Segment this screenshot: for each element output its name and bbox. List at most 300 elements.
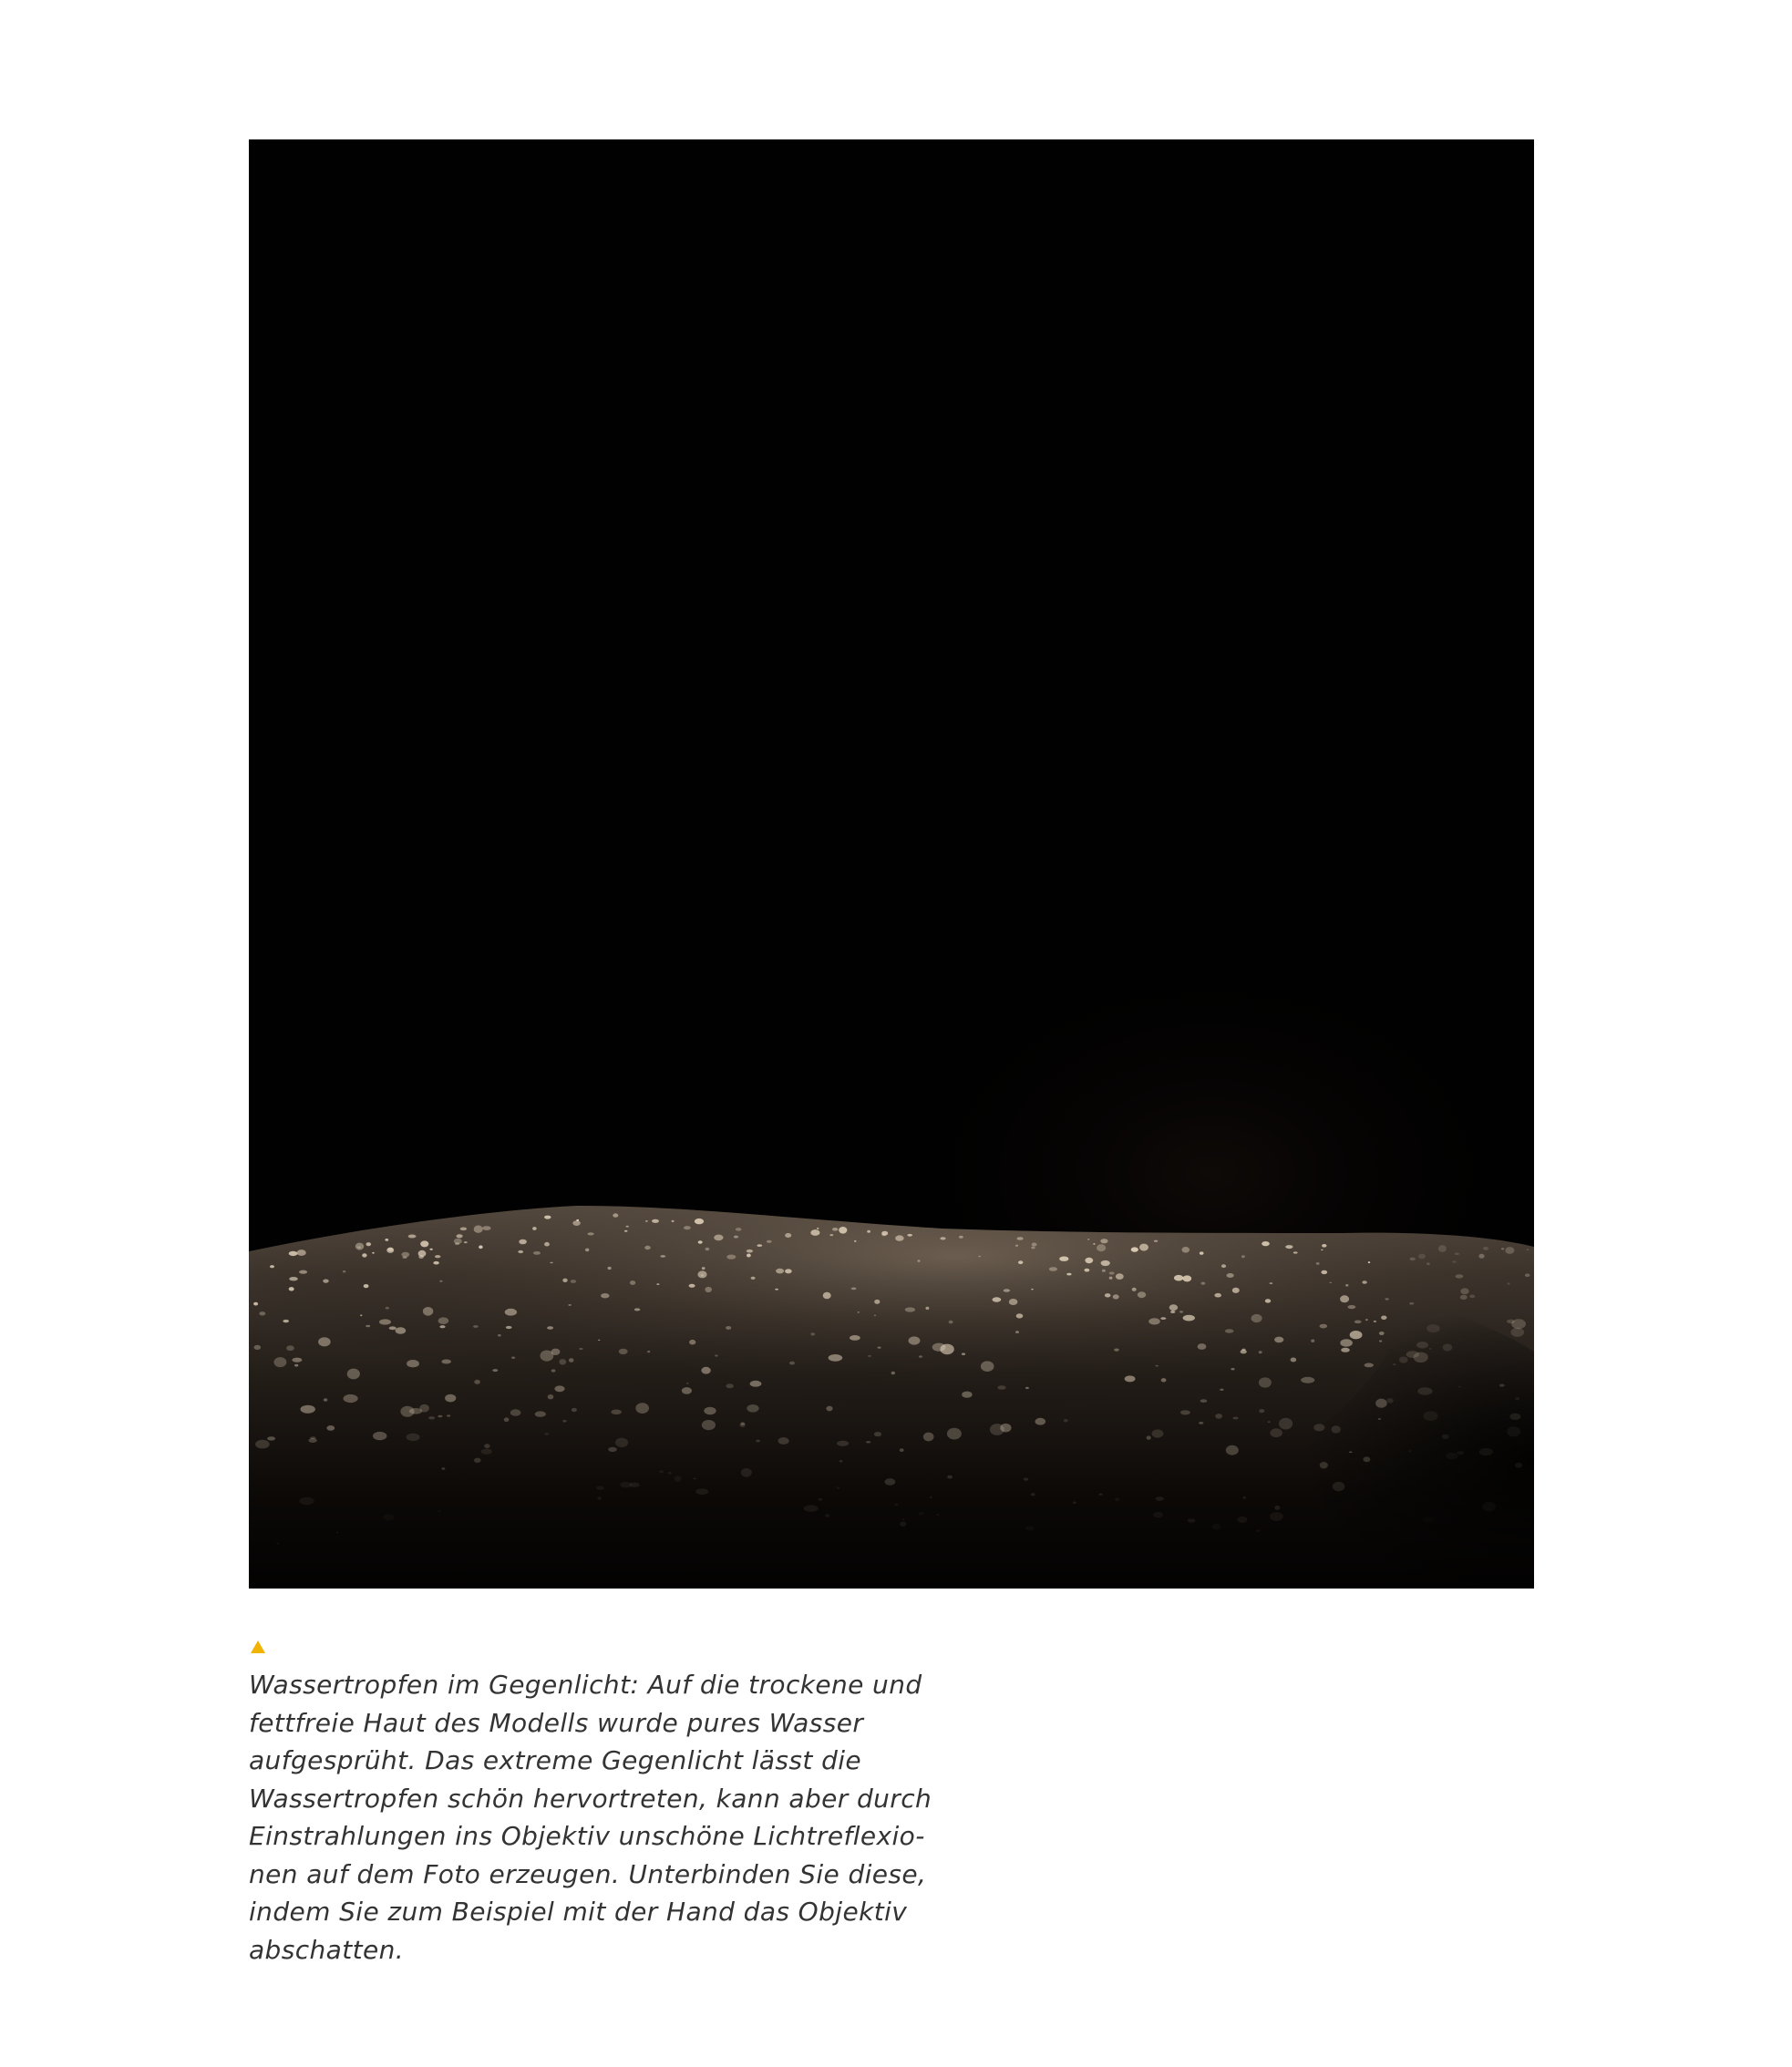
- water-drop: [659, 1470, 664, 1473]
- water-drop: [518, 1250, 523, 1253]
- water-drop: [1452, 1260, 1457, 1263]
- water-drop: [1379, 1332, 1385, 1335]
- water-drop: [482, 1226, 490, 1230]
- water-drop: [905, 1307, 915, 1311]
- water-drop: [1073, 1502, 1076, 1505]
- water-drop: [949, 1321, 953, 1324]
- water-drop: [1066, 1273, 1071, 1276]
- water-drop: [1483, 1502, 1496, 1512]
- water-drop: [1426, 1262, 1430, 1265]
- water-drop: [1385, 1298, 1388, 1300]
- water-drop: [1381, 1316, 1386, 1321]
- water-drop: [624, 1230, 628, 1232]
- water-drop: [572, 1220, 581, 1226]
- water-drop: [1527, 1249, 1529, 1250]
- water-drop: [1105, 1293, 1111, 1297]
- caption-line: Wassertropfen im Gegenlicht: Auf die trockene und: [249, 1670, 922, 1700]
- water-drop: [429, 1249, 432, 1250]
- water-drop: [684, 1226, 691, 1229]
- water-drop: [1174, 1275, 1183, 1281]
- water-drop: [479, 1245, 483, 1249]
- water-drop: [301, 1405, 315, 1414]
- water-drop: [1469, 1295, 1475, 1299]
- water-drop: [498, 1334, 501, 1337]
- water-drop: [1232, 1417, 1238, 1420]
- water-drop: [672, 1220, 675, 1222]
- water-drop: [1132, 1288, 1137, 1291]
- water-drop: [1183, 1315, 1195, 1321]
- water-drop: [1214, 1293, 1221, 1298]
- water-drop: [1508, 1282, 1510, 1284]
- water-drop: [1179, 1311, 1183, 1312]
- water-drop: [1085, 1269, 1090, 1272]
- water-drop: [1426, 1324, 1439, 1332]
- water-drop: [900, 1448, 904, 1452]
- water-drop: [343, 1270, 346, 1272]
- water-drop: [620, 1482, 632, 1487]
- water-drop: [1015, 1245, 1018, 1247]
- water-drop: [318, 1337, 331, 1346]
- caption-line: Wassertropfen schön hervortreten, kann aber durch: [249, 1783, 932, 1814]
- water-drop: [832, 1228, 838, 1231]
- water-drop: [276, 1543, 279, 1545]
- water-drop: [1274, 1337, 1283, 1343]
- water-drop: [1443, 1344, 1453, 1352]
- water-drop: [505, 1309, 517, 1316]
- water-drop: [1152, 1429, 1164, 1437]
- water-drop: [619, 1349, 628, 1354]
- water-drop: [460, 1228, 467, 1231]
- water-drop: [1406, 1351, 1419, 1358]
- water-drop: [364, 1284, 369, 1288]
- water-drop: [1341, 1348, 1350, 1352]
- water-drop: [817, 1228, 819, 1229]
- water-drop: [1009, 1299, 1018, 1305]
- water-drop: [947, 1476, 953, 1479]
- water-drop: [439, 1325, 445, 1328]
- caption-line: Einstrahlungen ins Objektiv unschöne Lichtreflexio-: [249, 1821, 925, 1851]
- water-drop: [385, 1239, 388, 1241]
- water-drop: [407, 1360, 419, 1367]
- water-drop: [936, 1514, 939, 1516]
- water-drop: [1093, 1243, 1095, 1245]
- water-drop: [568, 1304, 571, 1306]
- water-drop: [355, 1243, 364, 1250]
- water-drop: [1113, 1294, 1119, 1299]
- water-drop: [372, 1252, 375, 1254]
- water-drop: [366, 1242, 372, 1246]
- water-drop: [419, 1404, 429, 1413]
- water-drop: [420, 1240, 428, 1247]
- water-drop: [917, 1260, 920, 1262]
- water-drop: [362, 1253, 366, 1257]
- water-drop: [1049, 1267, 1057, 1271]
- water-drop: [379, 1319, 391, 1324]
- water-drop: [695, 1219, 704, 1224]
- water-drop: [273, 1357, 286, 1367]
- figure-caption: [249, 1640, 932, 1969]
- water-drop: [1409, 1302, 1414, 1305]
- water-drop: [511, 1357, 515, 1359]
- water-drop: [396, 1327, 407, 1334]
- water-drop: [323, 1280, 328, 1283]
- water-drop: [978, 1256, 981, 1258]
- water-drop: [962, 1352, 965, 1355]
- water-drop: [1154, 1240, 1158, 1242]
- water-drop: [1340, 1295, 1349, 1302]
- water-drop: [611, 1410, 622, 1415]
- water-drop: [544, 1242, 550, 1247]
- water-drop: [652, 1219, 659, 1223]
- water-drop: [715, 1354, 718, 1356]
- water-drop: [837, 1486, 839, 1488]
- water-drop: [1457, 1451, 1464, 1455]
- water-drop: [1018, 1260, 1023, 1264]
- water-drop: [387, 1248, 393, 1251]
- water-drop: [1031, 1247, 1035, 1249]
- water-drop: [894, 1504, 899, 1507]
- water-drop: [1059, 1257, 1068, 1261]
- water-drop: [682, 1387, 692, 1394]
- water-drop: [1442, 1435, 1449, 1439]
- water-drop: [1241, 1255, 1245, 1258]
- water-drop: [608, 1447, 617, 1452]
- water-drop: [726, 1326, 731, 1330]
- water-drop: [1438, 1245, 1447, 1252]
- water-drop: [1200, 1282, 1205, 1285]
- water-drop: [299, 1270, 307, 1274]
- water-drop: [1262, 1241, 1270, 1246]
- water-drop: [818, 1498, 822, 1501]
- water-drop: [292, 1358, 302, 1363]
- water-drop: [535, 1411, 546, 1416]
- water-drop: [544, 1216, 551, 1219]
- water-drop: [854, 1240, 856, 1242]
- water-drop: [1379, 1341, 1382, 1342]
- water-drop: [907, 1234, 912, 1237]
- water-drop: [1099, 1494, 1103, 1496]
- water-drop: [858, 1311, 860, 1312]
- water-drop: [647, 1351, 650, 1352]
- water-drop: [1408, 1450, 1411, 1452]
- water-drop: [1139, 1244, 1148, 1251]
- water-drop: [1182, 1275, 1191, 1281]
- water-drop: [1386, 1398, 1393, 1404]
- water-drop: [1417, 1387, 1432, 1394]
- water-drop: [438, 1317, 449, 1324]
- water-drop: [1332, 1425, 1341, 1433]
- water-drop: [1259, 1351, 1262, 1353]
- water-drop: [297, 1249, 306, 1256]
- water-drop: [596, 1486, 604, 1490]
- water-drop: [839, 1460, 843, 1463]
- water-drop: [668, 1472, 672, 1475]
- water-drop: [1270, 1282, 1273, 1284]
- water-drop: [344, 1394, 358, 1403]
- water-drop: [1188, 1518, 1196, 1522]
- water-drop: [1000, 1424, 1011, 1433]
- water-drop: [474, 1380, 480, 1384]
- water-drop: [1375, 1399, 1387, 1408]
- water-drop: [1393, 1363, 1396, 1365]
- water-drop: [510, 1409, 521, 1416]
- water-drop: [474, 1458, 481, 1463]
- water-drop: [473, 1325, 479, 1328]
- photo-water-drops: [249, 139, 1534, 1589]
- water-drop: [804, 1505, 819, 1511]
- water-drop: [1115, 1497, 1119, 1501]
- water-drop: [923, 1433, 934, 1442]
- water-drop: [789, 1362, 795, 1365]
- water-drop: [1153, 1512, 1163, 1517]
- water-drop: [441, 1467, 445, 1470]
- water-drop: [585, 1249, 589, 1252]
- water-drop: [1368, 1261, 1370, 1263]
- water-drop: [1515, 1397, 1519, 1400]
- water-drop: [1015, 1331, 1019, 1333]
- water-drop: [689, 1284, 695, 1288]
- caption-line: fettfreie Haut des Modells wurde pures Wasser: [249, 1707, 864, 1738]
- water-drop: [1399, 1357, 1408, 1363]
- water-drop: [767, 1240, 772, 1243]
- water-drop: [981, 1361, 994, 1372]
- water-drop: [1220, 1389, 1223, 1391]
- water-drop: [360, 1314, 362, 1316]
- water-drop: [401, 1252, 409, 1258]
- water-drop: [562, 1279, 567, 1282]
- water-drop: [1035, 1418, 1046, 1425]
- water-drop: [254, 1345, 262, 1350]
- water-drop: [850, 1335, 860, 1341]
- water-drop: [270, 1265, 274, 1268]
- water-drop: [1017, 1237, 1024, 1240]
- water-drop: [1311, 1340, 1314, 1342]
- water-drop: [750, 1381, 762, 1387]
- water-drop: [253, 1302, 258, 1306]
- water-drop: [1478, 1254, 1484, 1259]
- water-drop: [1340, 1339, 1353, 1346]
- water-drop: [267, 1436, 275, 1440]
- water-drop: [825, 1514, 829, 1517]
- water-drop: [694, 1478, 696, 1480]
- water-drop: [740, 1423, 746, 1427]
- water-drop: [726, 1383, 734, 1388]
- water-drop: [1501, 1248, 1504, 1249]
- water-drop: [347, 1369, 360, 1380]
- water-drop: [1156, 1496, 1164, 1501]
- water-drop: [1320, 1324, 1328, 1329]
- water-drop: [757, 1244, 762, 1247]
- water-drop: [1212, 1524, 1221, 1530]
- water-drop: [447, 1414, 450, 1416]
- water-drop: [919, 1355, 922, 1358]
- water-drop: [997, 1385, 1005, 1390]
- water-drop: [775, 1289, 778, 1291]
- water-drop: [909, 1336, 921, 1344]
- water-drop: [756, 1440, 760, 1443]
- water-drop: [439, 1280, 442, 1282]
- water-drop: [1416, 1342, 1428, 1348]
- water-drop: [1160, 1317, 1166, 1320]
- water-drop: [891, 1372, 895, 1375]
- water-drop: [548, 1394, 554, 1399]
- water-drop: [829, 1354, 843, 1362]
- water-drop: [823, 1292, 831, 1300]
- water-drop: [1268, 1421, 1271, 1423]
- water-drop: [547, 1326, 553, 1330]
- water-drop: [400, 1406, 414, 1417]
- water-drop: [598, 1340, 600, 1341]
- water-drop: [1251, 1314, 1262, 1322]
- water-drop: [1291, 1358, 1297, 1363]
- water-drop: [326, 1425, 335, 1431]
- water-drop: [255, 1440, 270, 1449]
- water-drop: [747, 1404, 758, 1413]
- photo-drawing: [249, 139, 1534, 1589]
- water-drop: [1378, 1418, 1381, 1420]
- water-drop: [947, 1428, 962, 1440]
- water-drop: [445, 1394, 456, 1403]
- water-drop: [1320, 1462, 1328, 1468]
- water-drop: [785, 1269, 792, 1273]
- water-drop: [1102, 1270, 1106, 1272]
- water-drop: [1241, 1350, 1247, 1354]
- water-drop: [551, 1349, 561, 1355]
- water-drop: [704, 1407, 716, 1415]
- water-drop: [962, 1392, 972, 1398]
- water-drop: [702, 1267, 705, 1270]
- water-drop: [1499, 1384, 1505, 1387]
- water-drop: [689, 1340, 695, 1345]
- water-drop: [336, 1532, 339, 1533]
- water-drop: [705, 1248, 710, 1251]
- water-drop: [519, 1239, 527, 1245]
- water-drop: [645, 1220, 648, 1222]
- water-drop: [1100, 1239, 1107, 1243]
- water-drop: [1259, 1409, 1264, 1413]
- water-drop: [1024, 1478, 1028, 1481]
- water-drop: [778, 1437, 789, 1445]
- water-drop: [930, 1496, 932, 1498]
- water-drop: [366, 1325, 370, 1327]
- water-drop: [1016, 1313, 1024, 1318]
- water-drop: [940, 1237, 945, 1239]
- water-drop: [1330, 1282, 1333, 1283]
- water-drop: [866, 1441, 870, 1443]
- caption-line: abschatten.: [249, 1934, 405, 1965]
- water-drop: [1256, 1529, 1260, 1532]
- water-drop: [1025, 1526, 1035, 1530]
- water-drop: [1148, 1318, 1160, 1324]
- water-drop: [1345, 1284, 1348, 1287]
- water-drop: [1114, 1349, 1119, 1352]
- water-drop: [1226, 1445, 1239, 1455]
- water-drop: [1147, 1435, 1151, 1439]
- water-drop: [1479, 1448, 1493, 1455]
- water-drop: [1170, 1311, 1175, 1313]
- water-drop: [1225, 1329, 1234, 1333]
- water-drop: [1509, 1414, 1520, 1420]
- water-drop: [532, 1227, 537, 1230]
- water-drop: [554, 1385, 564, 1392]
- water-drop: [1321, 1270, 1327, 1274]
- water-drop: [695, 1488, 708, 1495]
- water-drop: [839, 1227, 847, 1234]
- water-drop: [1125, 1375, 1136, 1382]
- water-drop: [1031, 1289, 1034, 1290]
- water-drop: [1456, 1274, 1464, 1278]
- water-drop: [705, 1287, 712, 1292]
- water-drop: [826, 1406, 832, 1412]
- water-drop: [1321, 1249, 1323, 1250]
- water-drop: [1064, 1419, 1068, 1423]
- water-drop: [572, 1408, 577, 1412]
- water-drop: [1293, 1251, 1298, 1253]
- water-drop: [1429, 1348, 1432, 1350]
- water-drop: [423, 1307, 433, 1316]
- water-drop: [867, 1230, 870, 1233]
- water-drop: [562, 1420, 566, 1423]
- water-drop: [533, 1251, 541, 1255]
- water-drop: [741, 1468, 752, 1477]
- water-drop: [1200, 1251, 1204, 1254]
- water-drop: [940, 1344, 953, 1355]
- water-drop: [289, 1251, 298, 1256]
- water-drop: [551, 1369, 556, 1372]
- water-drop: [1227, 1273, 1234, 1278]
- water-drop: [734, 1236, 738, 1239]
- water-drop: [559, 1359, 566, 1364]
- water-drop: [660, 1255, 665, 1258]
- water-drop: [851, 1288, 857, 1291]
- water-drop: [747, 1254, 751, 1258]
- water-drop: [310, 1436, 315, 1439]
- water-drop: [492, 1369, 498, 1372]
- water-drop: [1265, 1299, 1271, 1302]
- water-drop: [544, 1433, 549, 1435]
- water-drop: [1242, 1496, 1246, 1499]
- water-drop: [776, 1269, 784, 1274]
- water-drop: [878, 1347, 881, 1349]
- water-drop: [1505, 1247, 1514, 1254]
- water-drop: [299, 1497, 314, 1505]
- caption-line: indem Sie zum Beispiel mit der Hand das Objektiv: [249, 1897, 908, 1927]
- water-drop: [1259, 1377, 1272, 1387]
- water-drop: [1025, 1387, 1029, 1389]
- water-drop: [626, 1226, 629, 1228]
- water-drop: [1116, 1273, 1124, 1280]
- water-drop: [1004, 1289, 1010, 1292]
- water-drop: [701, 1367, 710, 1374]
- water-drop: [675, 1476, 682, 1481]
- water-drop: [1279, 1418, 1293, 1430]
- water-drop: [569, 1358, 574, 1363]
- water-drop: [1525, 1273, 1530, 1277]
- water-drop: [1032, 1243, 1037, 1247]
- water-drop: [294, 1364, 298, 1367]
- water-drop: [634, 1308, 641, 1311]
- water-drop: [1365, 1363, 1374, 1368]
- water-drop: [868, 1355, 871, 1357]
- water-drop: [714, 1235, 723, 1241]
- water-drop: [601, 1293, 609, 1298]
- water-drop: [1270, 1428, 1282, 1437]
- water-drop: [571, 1280, 576, 1283]
- water-drop: [579, 1348, 582, 1350]
- water-drop: [613, 1213, 618, 1217]
- water-drop: [810, 1229, 819, 1236]
- water-drop: [481, 1449, 492, 1455]
